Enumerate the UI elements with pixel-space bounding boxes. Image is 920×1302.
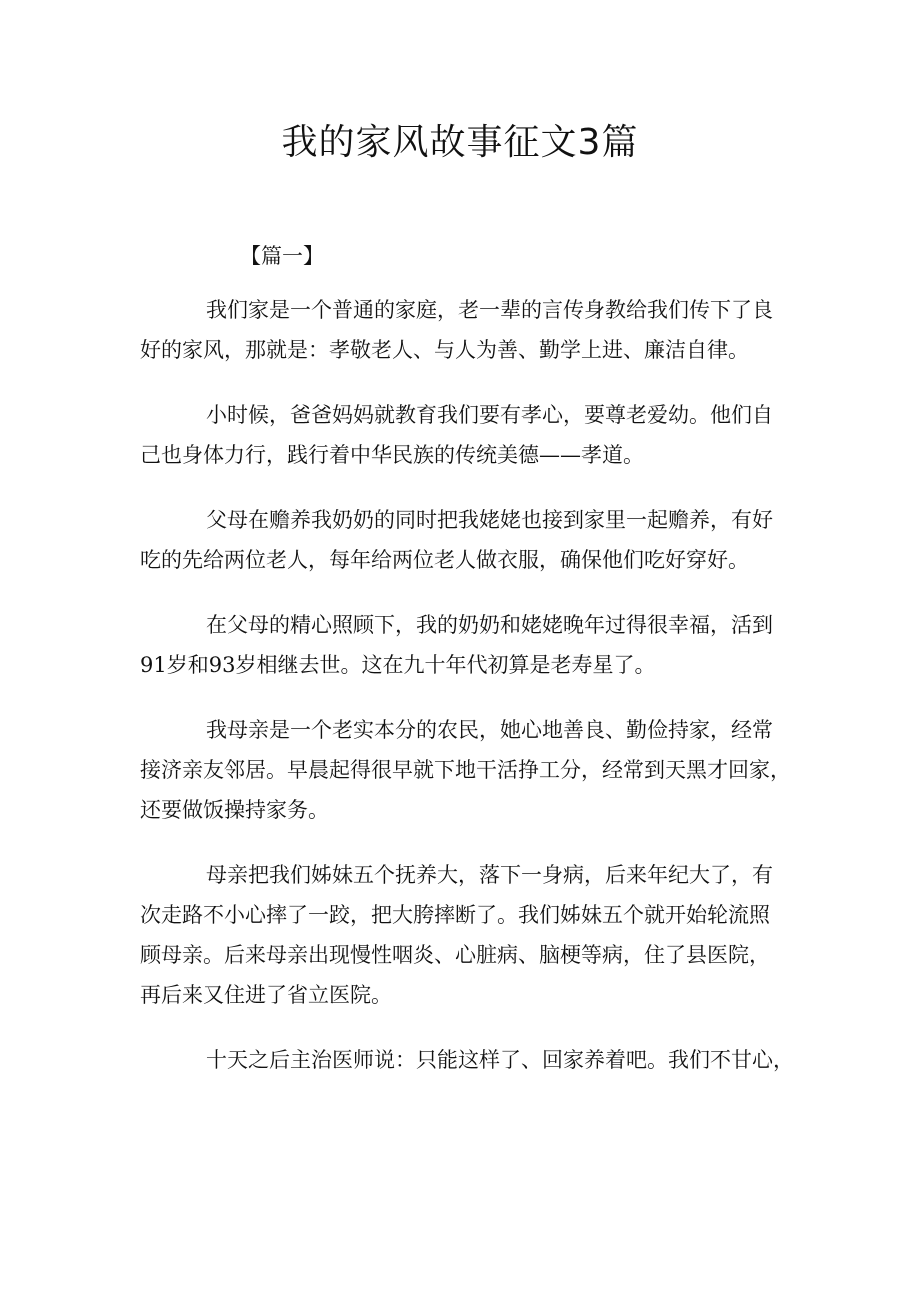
paragraph-line: 我们家是一个普通的家庭，老一辈的言传身教给我们传下了良 <box>206 298 773 322</box>
paragraph-line: 母亲把我们姊妹五个抚养大，落下一身病，后来年纪大了，有 <box>206 863 773 887</box>
paragraph-4 <box>140 605 800 685</box>
paragraph-line: 顾母亲。后来母亲出现慢性咽炎、心脏病、脑梗等病，住了县医院， <box>140 943 770 967</box>
paragraph-3 <box>140 500 800 580</box>
paragraph-line: 吃的先给两位老人，每年给两位老人做衣服，确保他们吃好穿好。 <box>140 548 749 572</box>
paragraph-line: 接济亲友邻居。早晨起得很早就下地干活挣工分，经常到天黑才回家， <box>140 758 791 782</box>
paragraph-6 <box>140 855 800 1015</box>
paragraph-5 <box>140 710 800 830</box>
paragraph-line: 再后来又住进了省立医院。 <box>140 983 392 1007</box>
paragraph-line: 还要做饭操持家务。 <box>140 798 329 822</box>
paragraph-line: 父母在赡养我奶奶的同时把我姥姥也接到家里一起赡养，有好 <box>206 508 773 532</box>
paragraph-line: 十天之后主治医师说：只能这样了、回家养着吧。我们不甘心， <box>206 1048 794 1072</box>
paragraph-line: 好的家风，那就是：孝敬老人、与人为善、勤学上进、廉洁自律。 <box>140 338 749 362</box>
document-title: 我的家风故事征文3篇 <box>281 122 639 163</box>
paragraph-line: 次走路不小心摔了一跤，把大胯摔断了。我们姊妹五个就开始轮流照 <box>140 903 770 927</box>
document-body <box>140 290 800 1080</box>
paragraph-2 <box>140 395 800 475</box>
section-heading: 【篇一】 <box>240 244 324 268</box>
paragraph-line: 在父母的精心照顾下，我的奶奶和姥姥晚年过得很幸福，活到 <box>206 613 773 637</box>
paragraph-line: 我母亲是一个老实本分的农民，她心地善良、勤俭持家，经常 <box>206 718 773 742</box>
paragraph-line: 小时候，爸爸妈妈就教育我们要有孝心，要尊老爱幼。他们自 <box>206 403 773 427</box>
paragraph-line: 91岁和93岁相继去世。这在九十年代初算是老寿星了。 <box>140 653 656 677</box>
paragraph-7 <box>140 1040 800 1080</box>
paragraph-line: 己也身体力行，践行着中华民族的传统美德——孝道。 <box>140 443 644 467</box>
paragraph-1 <box>140 290 800 370</box>
